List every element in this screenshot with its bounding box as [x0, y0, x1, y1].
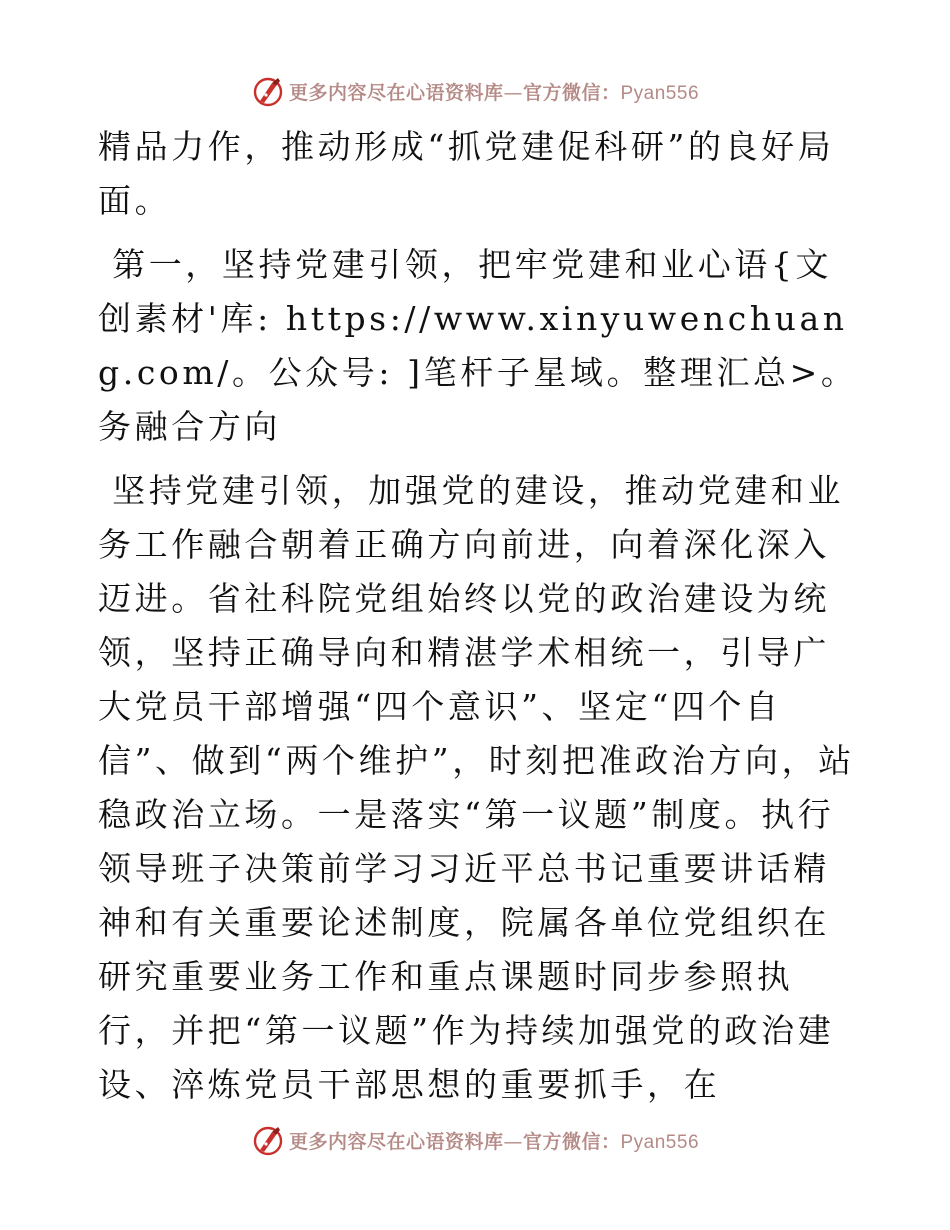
footer-watermark-banner [0, 1120, 950, 1160]
banner-title: 更多内容尽在心语资料库 [288, 1130, 504, 1153]
banner-wechat-label: 官方微信： [522, 1130, 621, 1153]
banner-dash: — [503, 81, 523, 104]
banner-wechat-label: 官方微信： [522, 81, 621, 104]
document-body [98, 120, 858, 1112]
header-watermark-banner [0, 71, 950, 111]
banner-title: 更多内容尽在心语资料库 [288, 81, 504, 104]
banner-wechat-id: Pyan556 [620, 1131, 700, 1153]
fountain-pen-logo-icon [251, 1123, 285, 1157]
banner-dash: — [503, 1130, 523, 1153]
fountain-pen-logo-icon [251, 74, 285, 108]
paragraph-2: 第一，坚持党建引领，把牢党建和业心语{文创素材'库: https://www.xinyuwenchuang.com/。公众号: ]笔杆子星域。整理汇总>。务融合方向 [98, 245, 858, 446]
paragraph-1: 精品力作，推动形成“抓党建促科研”的良好局面。 [98, 127, 835, 220]
banner-wechat-id: Pyan556 [620, 82, 700, 104]
paragraph-3: 坚持党建引领，加强党的建设，推动党建和业务工作融合朝着正确方向前进，向着深化深入迈进。省社科院党组始终以党的政治建设为统领，坚持正确导向和精湛学术相统一，引导广大党员干部增强“四个意识”、坚定“四个自信”、做到“两个维护”，时刻把准政治方向，站稳政治立场。一是落实“第一议题”制度。执行领导班子决策前学习习近平总书记重要讲话精神和有关重要论述制度，院属各单位党组织在研究重要业务工作和重点课题时同步参照执行，并把“第一议题”作为持续加强党的政治建设、淬炼党员干部思想的重要抓手，在 [98, 471, 855, 1104]
